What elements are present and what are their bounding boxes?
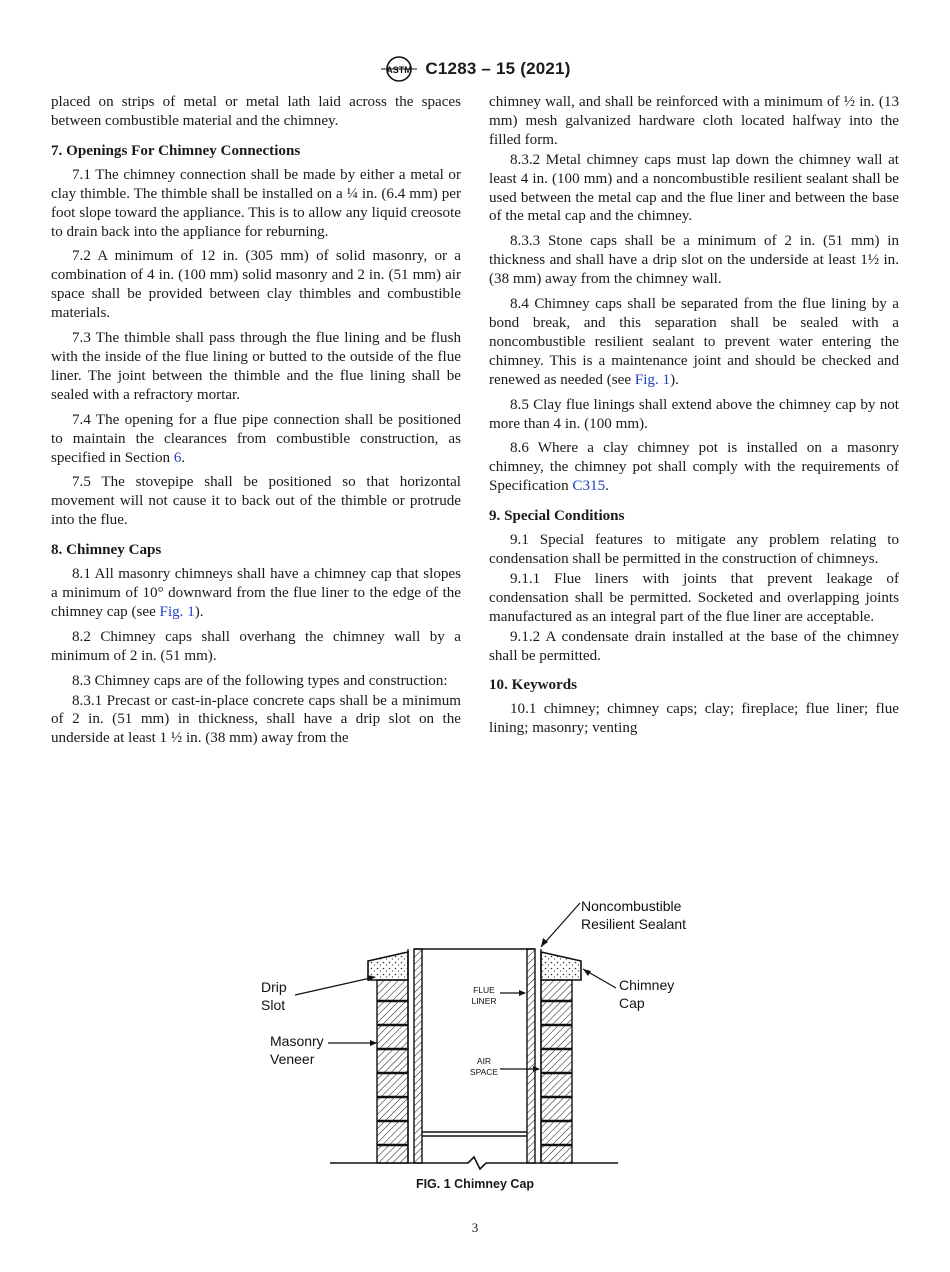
drip-slot-label-line2: Slot — [261, 997, 286, 1013]
air-space-label-line2: SPACE — [469, 1067, 499, 1077]
section-9-title: 9. Special Conditions — [489, 508, 625, 525]
figure-chimney-cap — [250, 895, 710, 1185]
sealant-arrowhead — [541, 938, 548, 947]
veneer-arrowhead — [370, 1040, 377, 1046]
sealant-label-line1: Noncombustible — [581, 898, 682, 914]
paragraph-8-3-1-continued: chimney wall, and shall be reinforced with a minimum of ½ in. (13 mm) mesh galvanized hardware cloth located halfway into the filled form. — [489, 94, 899, 148]
paragraph-9-1: 9.1 Special features to mitigate any problem relating to condensation shall be permitted in the construction of chimneys. — [489, 532, 899, 568]
air-space-arrowhead — [533, 1066, 540, 1072]
paragraph-7-1: 7.1 The chimney connection shall be made by either a metal or clay thimble. The thimble shall be installed on a ¼ in. (6.4 mm) per foot slope toward the appliance. This is to allow any liquid creosote to drain back into the appliance for reburning. — [51, 166, 461, 240]
veneer-label-line1: Masonry — [270, 1033, 324, 1049]
flue-liner-label-line2: LINER — [471, 996, 497, 1006]
flue-liner-arrowhead — [519, 990, 526, 996]
chimney-cap-diagram — [250, 895, 710, 1185]
ground-line — [330, 1157, 618, 1169]
paragraph-7-4: 7.4 The opening for a flue pipe connection shall be positioned to maintain the clearances from combustible construction, as specified in Section 6. — [51, 411, 461, 466]
paragraph-9-1-1: 9.1.1 Flue liners with joints that prevent leakage of condensation shall be permitted. Socketed and overlapping joints manufactured as an integral part of the flue liner are acceptable. — [489, 570, 899, 625]
paragraph-7-3: 7.3 The thimble shall pass through the flue lining and be flush with the inside of the flue lining or butted to the outside of the flue liner. The joint between the thimble and the flue lining shall be sealed with a refractory mortar. — [51, 330, 461, 403]
page-header — [0, 56, 950, 82]
paragraph-8-2: 8.2 Chimney caps shall overhang the chimney wall by a minimum of 2 in. (51 mm). — [51, 628, 461, 664]
paragraph-8-4: 8.4 Chimney caps shall be separated from the flue lining by a bond break, and this separation shall be sealed with a noncombustible resilient sealant to prevent water entering the chimney. This is a maintenance joint and should be checked and renewed as needed (see Fig. 1). — [489, 296, 899, 388]
paragraph-10-1: 10.1 chimney; chimney caps; clay; fireplace; flue liner; flue lining; masonry; venting — [489, 701, 899, 737]
left-column — [51, 93, 461, 754]
paragraph-8-3-3: 8.3.3 Stone caps shall be a minimum of 2 in. (51 mm) in thickness and shall have a drip slot on the underside at least 1½ in. (38 mm) away from the chimney wall. — [489, 233, 899, 288]
section-6-link[interactable]: 6 — [173, 449, 182, 466]
left-masonry-veneer — [377, 980, 408, 1163]
section-7-title: 7. Openings For Chimney Connections — [51, 142, 301, 159]
svg-text:ASTM: ASTM — [386, 65, 413, 75]
sealant-leader — [541, 903, 580, 947]
c315-link[interactable]: C315 — [572, 478, 606, 495]
chimney-cap-label-line1: Chimney — [619, 977, 675, 993]
paragraph-8-3: 8.3 Chimney caps are of the following types and construction: — [72, 672, 448, 689]
paragraph-8-3-2: 8.3.2 Metal chimney caps must lap down the chimney wall at least 4 in. (100 mm) and a noncombustible resilient sealant shall be used between the metal cap and the flue liner and between the base of the metal cap and the chimney. — [489, 151, 899, 225]
figure-caption: FIG. 1 Chimney Cap — [415, 1177, 535, 1191]
fig-1-link[interactable]: Fig. 1 — [159, 603, 195, 620]
veneer-label-line2: Veneer — [270, 1051, 315, 1067]
paragraph-8-5: 8.5 Clay flue linings shall extend above the chimney cap by not more than 4 in. (100 mm). — [489, 396, 899, 432]
astm-logo — [379, 56, 419, 82]
left-chimney-cap — [368, 952, 408, 980]
fig-1-link[interactable]: Fig. 1 — [634, 371, 671, 388]
flue-liner-label-line1: FLUE — [473, 985, 495, 995]
paragraph-9-1-2: 9.1.2 A condensate drain installed at the base of the chimney shall be permitted. — [489, 628, 899, 664]
left-flue-liner — [414, 949, 422, 1163]
paragraph-intro: placed on strips of metal or metal lath laid across the spaces between combustible material and the chimney. — [51, 94, 461, 129]
right-chimney-cap — [541, 952, 581, 980]
right-column — [489, 93, 899, 744]
standard-designation: C1283 – 15 (2021) — [425, 59, 571, 78]
page-number: 3 — [471, 1220, 479, 1235]
chimney-cap-label-line2: Cap — [619, 995, 645, 1011]
section-10-title: 10. Keywords — [489, 677, 578, 694]
paragraph-8-1: 8.1 All masonry chimneys shall have a chimney cap that slopes a minimum of 10° downward from the flue liner to the edge of the chimney cap (see Fig. 1). — [51, 566, 461, 620]
paragraph-7-5: 7.5 The stovepipe shall be positioned so that horizontal movement will not cause it to back out of the thimble or protrude into the flue. — [51, 474, 461, 529]
paragraph-8-3-1: 8.3.1 Precast or cast-in-place concrete caps shall be a minimum of 2 in. (51 mm) in thickness, shall have a drip slot on the underside at least 1 ½ in. (38 mm) away from the — [51, 692, 461, 747]
drip-slot-leader — [295, 977, 375, 995]
right-flue-liner — [527, 949, 535, 1163]
paragraph-7-2: 7.2 A minimum of 12 in. (305 mm) of solid masonry, or a combination of 4 in. (100 mm) solid masonry and 2 in. (51 mm) air space shall be provided between clay thimbles and combustible materials. — [51, 248, 461, 322]
drip-slot-label-line1: Drip — [261, 979, 287, 995]
chimney-cap-arrowhead — [583, 969, 591, 976]
sealant-label-line2: Resilient Sealant — [581, 916, 687, 932]
air-space-label-line1: AIR — [476, 1056, 492, 1066]
right-masonry-veneer — [541, 980, 572, 1163]
paragraph-8-6: 8.6 Where a clay chimney pot is installed on a masonry chimney, the chimney pot shall comply with the requirements of Specification C315. — [489, 440, 899, 495]
section-8-title: 8. Chimney Caps — [51, 542, 162, 559]
